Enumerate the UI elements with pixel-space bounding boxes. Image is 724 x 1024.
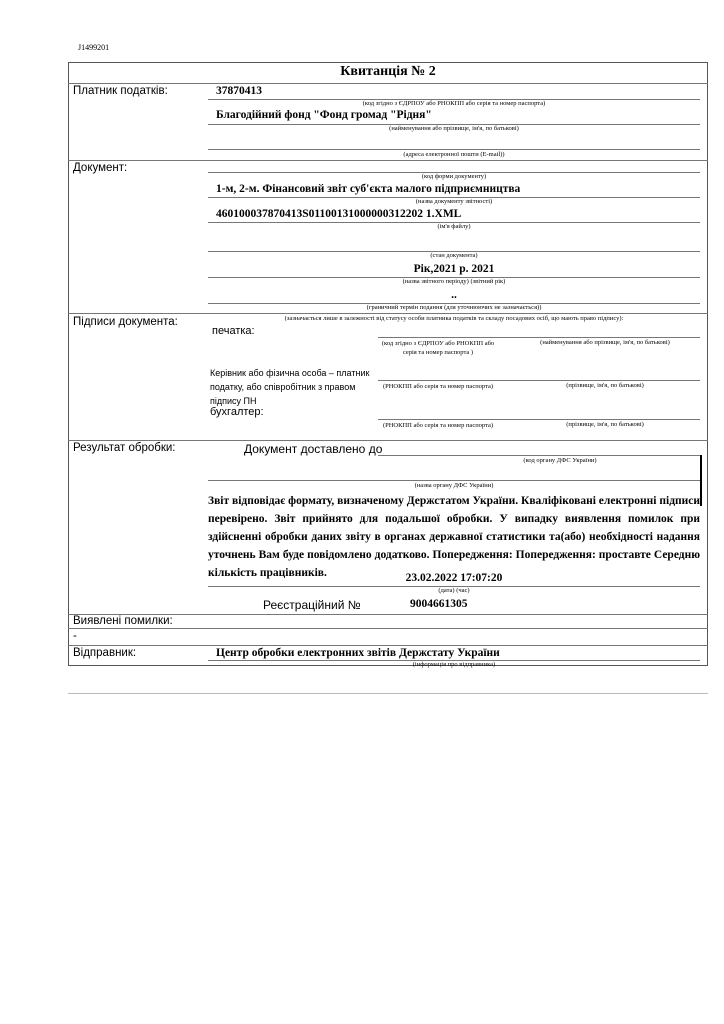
payer-email-caption: (адреса електронної пошти (E-mail)) (403, 151, 505, 158)
report-period: Рік,2021 р. 2021 (413, 263, 495, 275)
stamp-label: печатка: (212, 325, 255, 337)
datetime-caption: (дата) (час) (438, 587, 470, 594)
acc-name-caption: (прізвище, ім'я, по батькові) (566, 421, 644, 428)
divider (700, 455, 702, 481)
processing-label: Результат обробки: (73, 442, 176, 454)
errors-label: Виявлені помилки: (73, 615, 173, 627)
dfs-code-caption: (код органу ДФС України) (523, 457, 597, 464)
divider (700, 480, 702, 506)
divider (68, 440, 708, 441)
datetime: 23.02.2022 17:07:20 (405, 572, 503, 584)
file-name-caption: (ім'я файлу) (437, 223, 471, 230)
signatures-note: (зазначається лише в залежності від статусу особи платника податків та складу посадових осіб, що мають право підпису): (284, 315, 624, 322)
stamp-code-caption: (код згідно з ЄДРПОУ або РНОКПП або серія та номер паспорта ) (381, 340, 495, 356)
deadline: .. (451, 289, 457, 301)
reg-number: 9004661305 (410, 598, 468, 610)
divider (378, 455, 700, 456)
head-name-caption: (прізвище, ім'я, по батькові) (566, 382, 644, 389)
payer-code: 37870413 (216, 85, 262, 97)
divider (68, 160, 708, 161)
payer-name-caption: (найменування або прізвище, ім'я, по батькові) (389, 125, 519, 132)
errors-value: - (73, 630, 77, 642)
accountant-label: бухгалтер: (210, 406, 264, 418)
form-code: J1499201 (78, 43, 110, 52)
delivered-label: Документ доставлено до (244, 442, 383, 456)
result-text: Звіт відповідає формату, визначеному Держстатом України. Кваліфіковані електронні підписи перевірено. Звіт прийнято для подальшої обробки. У випадку виявлення помилок при здійсненні обробки даних звіту в органах державної статистики та(або) необхідності надання уточнень Вам буде повідомлено додатково. Попередження: Попередження: проставте Середню кількість працівників. (208, 495, 700, 579)
sender-label: Відправник: (73, 647, 137, 659)
divider (68, 628, 708, 629)
divider (378, 337, 700, 338)
bottom-rule (68, 693, 708, 694)
file-name: 460100037870413S01100131000000312202 1.XML (216, 208, 462, 220)
document-state-caption: (стан документа) (430, 252, 478, 259)
divider (68, 645, 708, 646)
divider (378, 380, 700, 381)
sender-caption: (інформація про відправника) (412, 661, 496, 668)
divider (208, 480, 700, 481)
reg-label: Реєстраційний № (263, 598, 361, 612)
signatures-label: Підписи документа: (73, 316, 178, 328)
report-name: 1-м, 2-м. Фінансовий звіт суб'єкта малого підприємництва (216, 183, 521, 195)
document-label: Документ: (73, 162, 128, 174)
report-name-caption: (назва документу звітності) (415, 198, 493, 205)
period-caption: (назва звітного періоду) (звітний рік) (402, 278, 506, 285)
document-form-caption: (код форми документу) (421, 173, 487, 180)
dfs-name-caption: (назва органу ДФС України) (414, 482, 494, 489)
stamp-name-caption: (найменування або прізвище, ім'я, по батькові) (540, 339, 670, 346)
head-label: Керівник або фізична особа – платник податку, або співробітник з правом підпису ПН (210, 368, 370, 406)
divider (68, 313, 708, 314)
head-code-caption: (РНОКПП або серія та номер паспорта) (382, 383, 494, 390)
payer-code-caption: (код згідно з ЄДРПОУ або РНОКПП або серія та номер паспорта) (362, 100, 546, 107)
deadline-caption: (граничний термін подання (для уточнюючих не зазначається)) (366, 304, 542, 311)
divider (68, 83, 708, 84)
payer-label: Платник податків: (73, 85, 168, 97)
divider (208, 149, 700, 150)
sender-value: Центр обробки електронних звітів Держстату України (216, 647, 500, 659)
acc-code-caption: (РНОКПП або серія та номер паспорта) (382, 422, 494, 429)
page-title: Квитанція № 2 (340, 64, 436, 79)
divider (378, 419, 700, 420)
payer-name: Благодійний фонд "Фонд громад "Рідня" (216, 109, 432, 121)
